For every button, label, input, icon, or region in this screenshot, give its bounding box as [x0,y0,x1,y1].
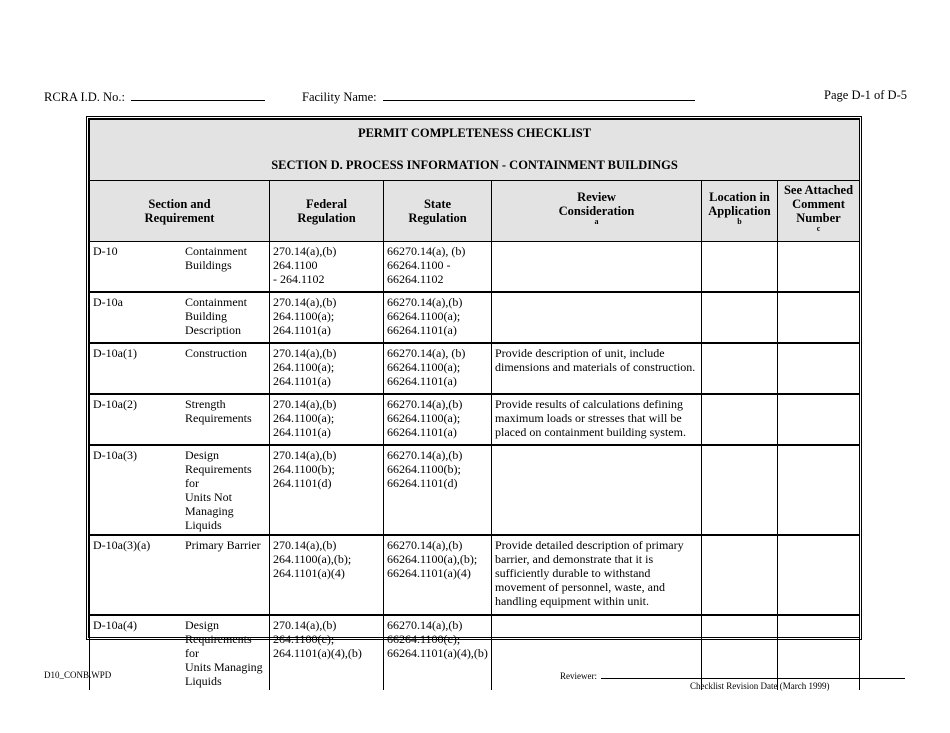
section-cell [90,535,270,615]
state-regulation-cell: 66270.14(a), (b) 66264.1100(a); 66264.1101(a) [384,343,492,394]
comment-number-cell[interactable] [778,535,860,615]
rcra-id-label: RCRA I.D. No.: [44,90,125,104]
section-cell [90,242,270,293]
page-number: Page D-1 of D-5 [824,88,907,102]
location-in-application-cell[interactable] [702,445,778,535]
state-regulation-cell: 66270.14(a),(b) 66264.1100(a),(b); 66264.1101(a)(4) [384,535,492,615]
file-name: D10_CONB.WPD [44,670,112,680]
location-in-application-cell[interactable] [702,535,778,615]
col-section-requirement: Section and Requirement [90,181,270,242]
checklist-row [90,445,860,535]
comment-number-cell[interactable] [778,394,860,445]
section-cell [90,615,270,690]
federal-regulation-cell: 270.14(a),(b) 264.1100(a); 264.1101(a) [270,292,384,343]
state-regulation-cell: 66270.14(a),(b) 66264.1100(a); 66264.1101(a) [384,292,492,343]
checklist-row [90,242,860,293]
rcra-id-field [44,88,265,105]
state-regulation-cell: 66270.14(a),(b) 66264.1100(c); 66264.1101(a)(4),(b) [384,615,492,690]
section-code: D-10a(3) [93,448,137,462]
section-code: D-10a(4) [93,618,137,632]
comment-number-cell[interactable] [778,343,860,394]
state-regulation-cell: 66270.14(a),(b) 66264.1100(a); 66264.1101(a) [384,394,492,445]
section-code: D-10 [93,244,118,258]
column-header-row [90,181,860,242]
section-requirement: Design Requirements for Units Managing Liquids [185,618,263,688]
section-code: D-10a(2) [93,397,137,411]
location-in-application-cell[interactable] [702,343,778,394]
facility-name-label: Facility Name: [302,90,377,104]
comment-number-cell[interactable] [778,445,860,535]
rcra-id-blank[interactable] [131,88,265,101]
checklist-row [90,292,860,343]
section-cell [90,343,270,394]
section-code: D-10a(1) [93,346,137,360]
col-review-consideration: Review Consideration $^a$ [492,181,702,242]
checklist-title: PERMIT COMPLETENESS CHECKLIST [357,126,592,140]
section-requirement: Primary Barrier [185,538,261,552]
federal-regulation-cell: 270.14(a),(b) 264.1100(c); 264.1101(a)(4),(b) [270,615,384,690]
col-comment-number: See Attached Comment Number $^c$ [778,181,860,242]
checklist-body [90,242,860,691]
section-cell [90,445,270,535]
state-regulation-cell: 66270.14(a),(b) 66264.1100(b); 66264.1101(d) [384,445,492,535]
col-state-regulation: State Regulation [384,181,492,242]
section-cell [90,394,270,445]
federal-regulation-cell: 270.14(a),(b) 264.1100 - 264.1102 [270,242,384,293]
col-location-in-application: Location in Application $^b$ [702,181,778,242]
section-requirement: Strength Requirements [185,397,252,425]
section-code: D-10a(3)(a) [93,538,151,552]
comment-number-cell[interactable] [778,242,860,293]
section-requirement: Construction [185,346,247,360]
reviewer-field [560,670,905,681]
section-code: D-10a [93,295,123,309]
review-consideration-cell: Provide results of calculations defining maximum loads or stresses that will be placed on containment building system. [492,394,702,445]
checklist-row [90,343,860,394]
comment-number-cell[interactable] [778,292,860,343]
review-consideration-cell [492,242,702,293]
federal-regulation-cell: 270.14(a),(b) 264.1100(a); 264.1101(a) [270,343,384,394]
review-consideration-cell: Provide description of unit, include dimensions and materials of construction. [492,343,702,394]
review-consideration-cell [492,292,702,343]
checklist-row [90,535,860,615]
section-requirement: Containment Buildings [185,244,247,272]
location-in-application-cell[interactable] [702,242,778,293]
section-cell [90,292,270,343]
revision-date: Checklist Revision Date (March 1999) [690,681,830,691]
review-consideration-cell [492,445,702,535]
table-title [90,120,860,181]
section-requirement: Design Requirements for Units Not Managing Liquids [185,448,252,532]
col-federal-regulation: Federal Regulation [270,181,384,242]
location-in-application-cell[interactable] [702,292,778,343]
checklist-table [89,119,860,690]
facility-name-blank[interactable] [383,88,695,101]
facility-name-field [302,88,695,105]
section-requirement: Containment Building Description [185,295,247,337]
federal-regulation-cell: 270.14(a),(b) 264.1100(a); 264.1101(a) [270,394,384,445]
location-in-application-cell[interactable] [702,394,778,445]
federal-regulation-cell: 270.14(a),(b) 264.1100(a),(b); 264.1101(a)(4) [270,535,384,615]
federal-regulation-cell: 270.14(a),(b) 264.1100(b); 264.1101(d) [270,445,384,535]
state-regulation-cell: 66270.14(a), (b) 66264.1100 - 66264.1102 [384,242,492,293]
checklist-subtitle: SECTION D. PROCESS INFORMATION - CONTAINMENT BUILDINGS [271,158,678,172]
reviewer-blank[interactable] [601,670,905,679]
reviewer-label: Reviewer: [560,671,597,681]
checklist-row [90,394,860,445]
review-consideration-cell: Provide detailed description of primary barrier, and demonstrate that it is sufficiently durable to withstand movement of personnel, waste, and handling equipment within unit. [492,535,702,615]
